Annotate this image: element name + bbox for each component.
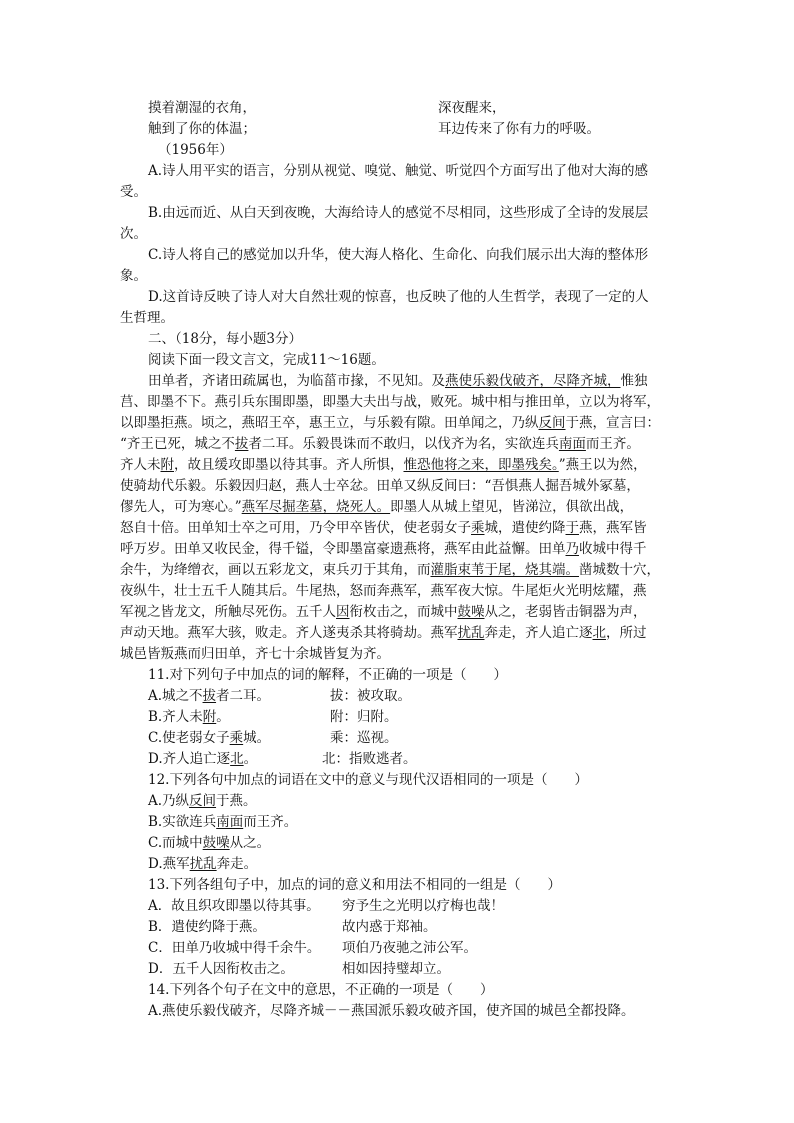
q13-option-d-compare: 相如因持璧却立。: [342, 961, 450, 977]
passage-line: 声动天地。燕军大骇，败走。齐人遂夷杀其将骑劫。燕军扰乱奔走，齐人追亡逐北，所过: [120, 625, 647, 641]
q11-option-a-definition: 拔：被攻取。: [330, 688, 411, 704]
q10-option-c-cont: 象。: [120, 268, 147, 284]
passage-line: 怒自十倍。田单知士卒之可用，乃令甲卒皆伏，使老弱女子乘城，遣使约降于燕，燕军皆: [120, 520, 647, 536]
q13-option-d: D．五千人因衔枚击之。: [148, 961, 294, 977]
q11-option-d-definition: 北：指败逃者。: [322, 751, 417, 767]
q11-option-b: B.齐人未附。: [148, 709, 230, 725]
q11-option-c: C.使老弱女子乘城。: [148, 730, 271, 746]
q12-option-d: D.燕军扰乱奔走。: [148, 856, 258, 872]
poem-line: 触到了你的体温；: [148, 121, 256, 137]
q12-option-a: A.乃纵反间于燕。: [148, 793, 257, 809]
poem-year: （1956年）: [158, 142, 233, 158]
q10-option-a-cont: 受。: [120, 184, 147, 200]
q10-option-c: C.诗人将自己的感觉加以升华，使大海人格化、生命化、向我们展示出大海的整体形: [148, 247, 649, 263]
q11-option-d: D.齐人追亡逐北。: [148, 751, 258, 767]
passage-line: “齐王已死，城之不拔者二耳。乐毅畏诛而不敢归，以伐齐为名，实欲连兵南面而王齐。: [120, 436, 640, 452]
q11-stem: 11.对下列句子中加点的词的解释，不正确的一项是（ ）: [148, 667, 507, 683]
passage-line: 莒、即墨不下。燕引兵东围即墨，即墨大夫出与战，败死。城中相与推田单，立以为将军，: [120, 394, 660, 410]
passage-line: 齐人未附，故且缓攻即墨以待其事。齐人所惧，惟恐他将之来，即墨残矣。”燕王以为然，: [120, 457, 647, 473]
passage-line: 田单者，齐诸田疏属也，为临菑市掾，不见知。及燕使乐毅伐破齐，尽降齐城，惟独: [148, 373, 648, 389]
q10-option-b: B.由远而近、从白天到夜晚，大海给诗人的感觉不尽相同，这些形成了全诗的发展层: [148, 205, 649, 221]
q11-option-b-definition: 附：归附。: [330, 709, 398, 725]
poem-row-1: [148, 98, 256, 119]
poem-line: 摸着潮湿的衣角，: [148, 100, 256, 116]
q12-stem: 12.下列各句中加点的词语在文中的意义与现代汉语相同的一项是（ ）: [148, 772, 588, 788]
q13-stem: 13.下列各组句子中，加点的词的意义和用法不相同的一组是（ ）: [148, 877, 561, 893]
passage-line: 以即墨拒燕。顷之，燕昭王卒，惠王立，与乐毅有隙。田单闻之，乃纵反间于燕，宣言曰：: [120, 415, 660, 431]
passage-line: 使骑劫代乐毅。乐毅因归赵，燕人士卒忿。田单又纵反间曰：“吾惧燕人掘吾城外冢墓，: [120, 478, 640, 494]
q10-option-a: A.诗人用平实的语言，分别从视觉、嗅觉、触觉、听觉四个方面写出了他对大海的感: [148, 163, 649, 179]
q13-option-a-compare: 穷予生之光明以疗梅也哉！: [342, 898, 504, 914]
passage-line: 呼万岁。田单又收民金，得千镒，令即墨富豪遗燕将，燕军由此益懈。田单乃收城中得千: [120, 541, 647, 557]
q13-option-b: B．遣使约降于燕。: [148, 919, 266, 935]
passage-line: 僇先人，可为寒心。”燕军尽掘垄墓，烧死人。即墨人从城上望见，皆涕泣，俱欲出战，: [120, 499, 634, 515]
q14-stem: 14.下列各个句子在文中的意思，不正确的一项是（ ）: [148, 982, 494, 998]
q11-option-c-definition: 乘：巡视。: [330, 730, 398, 746]
q13-option-c-compare: 项伯乃夜驰之沛公军。: [342, 940, 477, 956]
q12-option-c: C.而城中鼓噪从之。: [148, 835, 271, 851]
q12-option-b: B.实欲连兵南面而王齐。: [148, 814, 298, 830]
passage-line: 城邑皆叛燕而归田单，齐七十余城皆复为齐。: [120, 646, 390, 662]
poem-line: 耳边传来了你有力的呼吸。: [438, 121, 600, 137]
q13-option-c: C．田单乃收城中得千余牛。: [148, 940, 321, 956]
passage-line: 军视之皆龙文，所触尽死伤。五千人因衔枚击之，而城中鼓噪从之，老弱皆击铜器为声，: [120, 604, 647, 620]
q10-option-b-cont: 次。: [120, 226, 147, 242]
section-instruction: 阅读下面一段文言文，完成11～16题。: [148, 352, 385, 368]
poem-line: 深夜醒来，: [438, 100, 506, 116]
passage-line: 余牛，为绛缯衣，画以五彩龙文，束兵刃于其角，而灌脂束苇于尾，烧其端。凿城数十穴，: [120, 562, 660, 578]
q13-option-b-compare: 故内惑于郑袖。: [342, 919, 437, 935]
q11-option-a: A.城之不拔者二耳。: [148, 688, 271, 704]
q14-option-a: A.燕使乐毅伐破齐，尽降齐城－－燕国派乐毅攻破齐国，使齐国的城邑全都投降。: [148, 1003, 635, 1019]
q10-option-d: D.这首诗反映了诗人对大自然壮观的惊喜，也反映了他的人生哲学，表现了一定的人: [148, 289, 649, 305]
passage-line: 夜纵牛，壮士五千人随其后。牛尾热，怒而奔燕军，燕军夜大惊。牛尾炬火光明炫耀，燕: [120, 583, 647, 599]
q10-option-d-cont: 生哲理。: [120, 310, 174, 326]
section-heading: 二、（18分，每小题3分）: [148, 331, 303, 347]
q13-option-a: A．故且织攻即墨以待其事。: [148, 898, 320, 914]
